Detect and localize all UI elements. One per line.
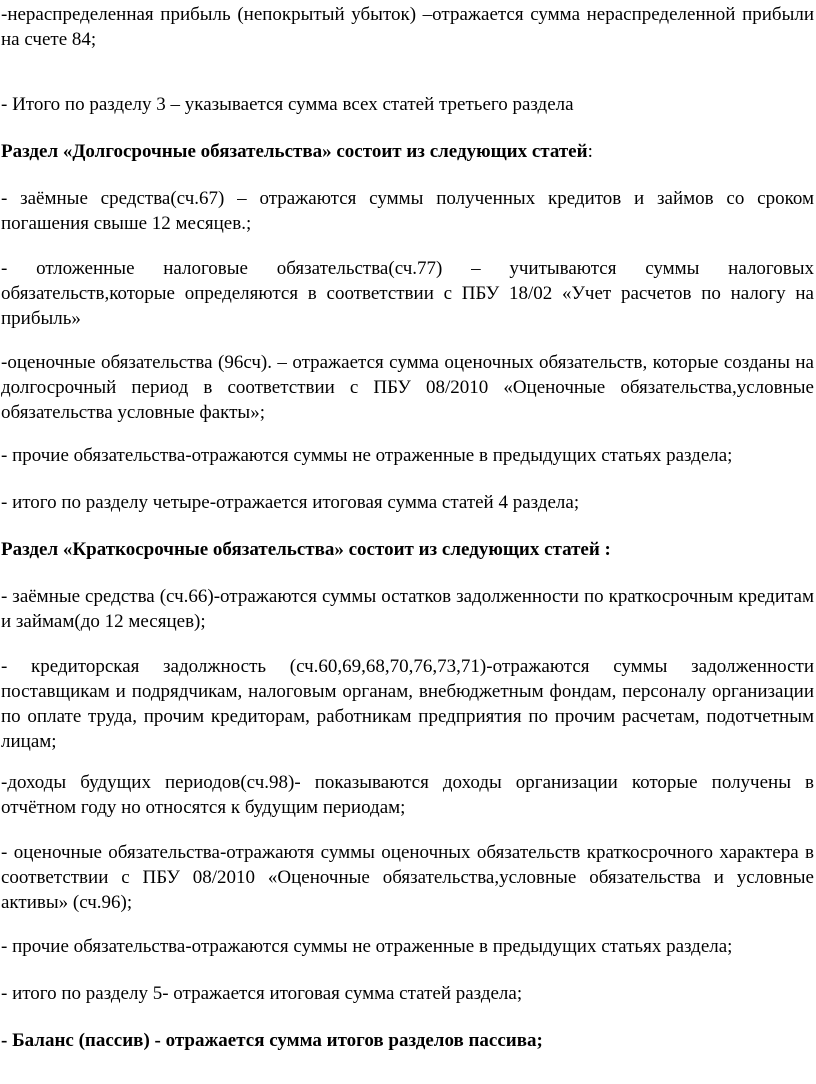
paragraph-estimated-liabilities-short: - оценочные обязательства-отражаютя суммы оценочных обязательств краткосрочного характера в соответствии с ПБУ 08/2010 «Оценочные обязательства,условные обязательства и условные активы» (сч.96);: [1, 842, 814, 913]
heading-long-term-colon: :: [587, 141, 593, 162]
heading-long-term-text: Раздел «Долгосрочные обязательства» состоит из следующих статей: [1, 141, 588, 162]
paragraph-long-term-borrowings: - заёмные средства(сч.67) – отражаются суммы полученных кредитов и займов со сроком погашения свыше 12 месяцев.;: [1, 188, 814, 234]
paragraph-deferred-tax: - отложенные налоговые обязательства(сч.77) – учитываются суммы налоговых обязательств,которые определяются в соответствии с ПБУ 18/02 «Учет расчетов по налогу на прибыль»: [1, 258, 814, 329]
paragraph-estimated-liabilities-long: -оценочные обязательства (96сч). – отражается сумма оценочных обязательств, которые созданы на долгосрочный период в соответствии с ПБУ 08/2010 «Оценочные обязательства,условные обязательства условные факты»;: [1, 352, 814, 423]
paragraph-short-term-borrowings: - заёмные средства (сч.66)-отражаются суммы остатков задолженности по краткосрочным кредитам и займам(до 12 месяцев);: [1, 586, 814, 632]
heading-balance-liabilities: [1, 1028, 814, 1053]
paragraph-section4-total: - итого по разделу четыре-отражается итоговая сумма статей 4 раздела;: [1, 492, 580, 513]
paragraph-retained-earnings: -нераспределенная прибыль (непокрытый убыток) –отражается сумма нераспределенной прибыли на счете 84;: [1, 4, 814, 50]
paragraph-accounts-payable: - кредиторская задолжность (сч.60,69,68,70,76,73,71)-отражаются суммы задолженности поставщикам и подрядчикам, налоговым органам, внебюджетным фондам, персоналу организации по оплате труда, прочим кредиторам, работникам предприятия по прочим расчетам, подотчетным лицам;: [1, 656, 814, 752]
paragraph-deferred-income: -доходы будущих периодов(сч.98)- показываются доходы организации которые получены в отчётном году но относятся к будущим периодам;: [1, 772, 814, 818]
paragraph-other-liabilities-short: - прочие обязательства-отражаются суммы не отраженные в предыдущих статьях раздела;: [1, 936, 733, 957]
heading-long-term-liabilities: [1, 139, 814, 164]
balance-text: - Баланс (пассив) - отражается сумма итогов разделов пассива;: [1, 1030, 543, 1051]
heading-short-term-liabilities: [1, 537, 814, 562]
paragraph-section3-total: - Итого по разделу 3 – указывается сумма всех статей третьего раздела: [1, 94, 574, 115]
paragraph-other-liabilities-long: - прочие обязательства-отражаются суммы не отраженные в предыдущих статьях раздела;: [1, 445, 733, 466]
heading-short-term-text: Раздел «Краткосрочные обязательства» состоит из следующих статей :: [1, 539, 611, 560]
paragraph-section5-total: - итого по разделу 5- отражается итоговая сумма статей раздела;: [1, 983, 523, 1004]
